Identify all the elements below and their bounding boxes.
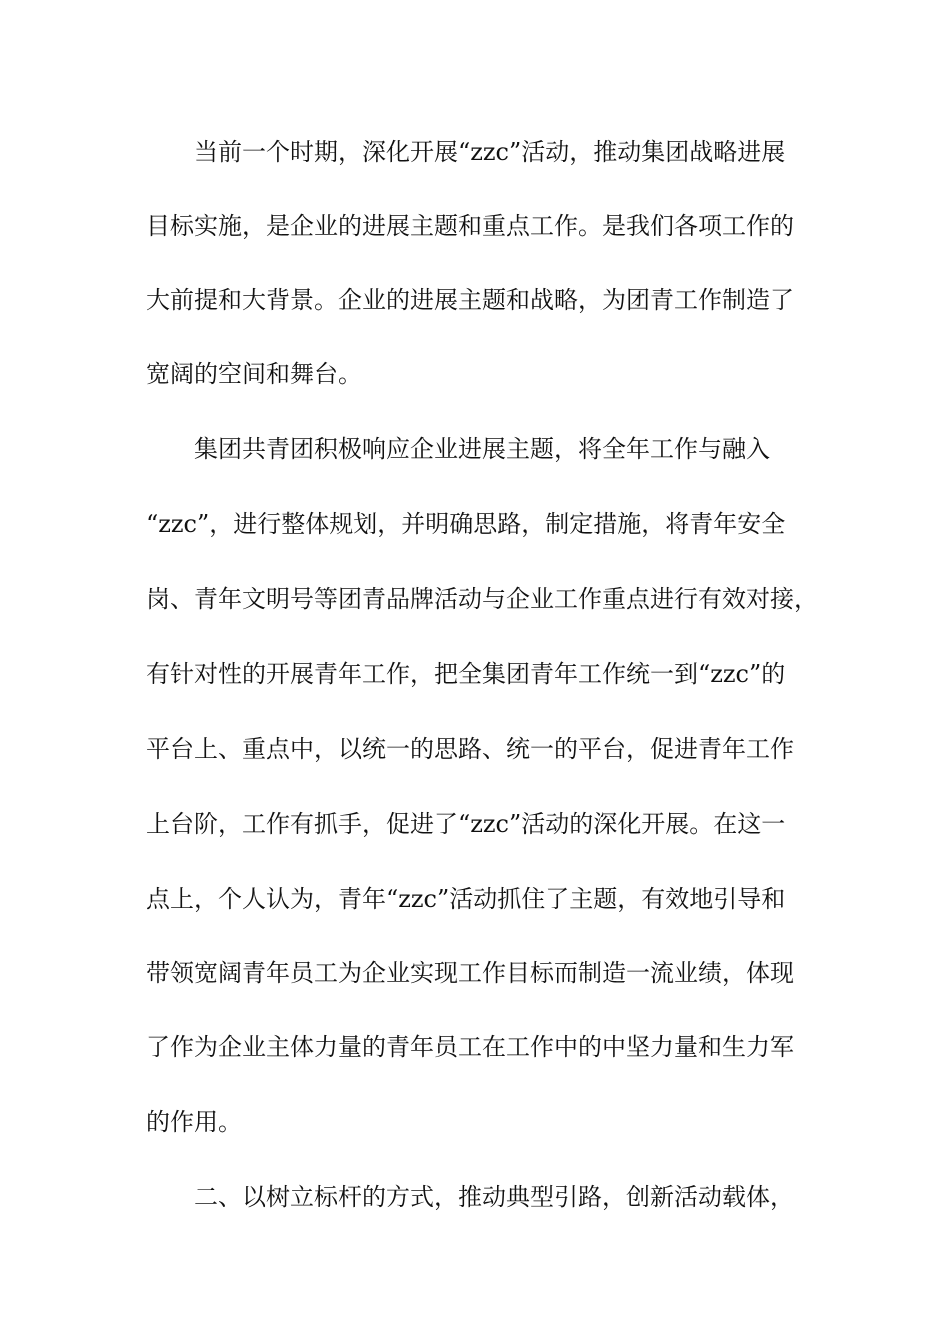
paragraph-2-line-8: 带领宽阔青年员工为企业实现工作目标而制造一流业绩，体现 — [146, 959, 794, 987]
paragraph-2-line-10: 的作用。 — [146, 1108, 242, 1136]
paragraph-2-line-2: “zzc”，进行整体规划，并明确思路，制定措施，将青年安全 — [146, 510, 786, 538]
paragraph-1-line-4: 宽阔的空间和舞台。 — [146, 360, 362, 388]
paragraph-1-line-2: 目标实施，是企业的进展主题和重点工作。是我们各项工作的 — [146, 212, 794, 240]
paragraph-2-line-7: 点上，个人认为，青年“zzc”活动抓住了主题，有效地引导和 — [146, 885, 786, 913]
paragraph-1-line-1: 当前一个时期，深化开展“zzc”活动，推动集团战略进展 — [194, 138, 786, 166]
paragraph-2-line-3: 岗、青年文明号等团青品牌活动与企业工作重点进行有效对接， — [146, 585, 818, 613]
paragraph-2-line-5: 平台上、重点中，以统一的思路、统一的平台，促进青年工作 — [146, 735, 794, 763]
paragraph-2-line-1: 集团共青团积极响应企业进展主题，将全年工作与融入 — [194, 435, 770, 463]
paragraph-2-line-6: 上台阶，工作有抓手，促进了“zzc”活动的深化开展。在这一 — [146, 810, 786, 838]
paragraph-1-line-3: 大前提和大背景。企业的进展主题和战略，为团青工作制造了 — [146, 286, 794, 314]
paragraph-2-line-9: 了作为企业主体力量的青年员工在工作中的中坚力量和生力军 — [146, 1033, 794, 1061]
paragraph-2-line-4: 有针对性的开展青年工作，把全集团青年工作统一到“zzc”的 — [146, 660, 786, 688]
paragraph-3-line-1: 二、以树立标杆的方式，推动典型引路，创新活动载体， — [194, 1183, 794, 1211]
